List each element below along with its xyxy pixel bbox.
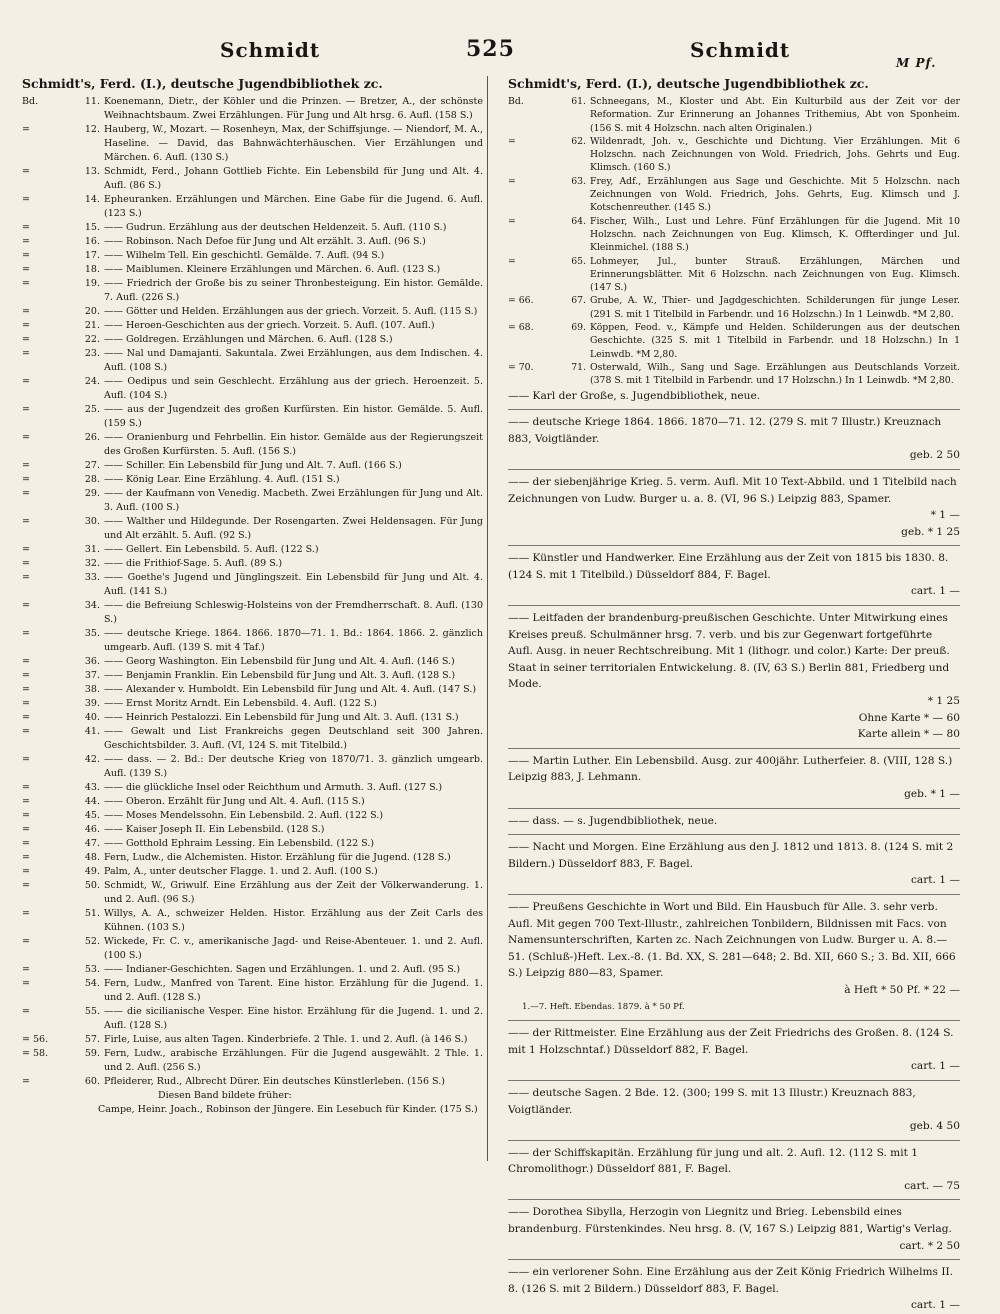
volume-label: = [22,796,30,807]
entry-text: —— Preußens Geschichte in Wort und Bild. Ein Hausbuch für Alle. 3. sehr verb. Aufl. Mit gegen 700 Text-Illustr., zahlreichen Tonbildern, Bildnissen mit Facs. von Namensunterschriften, Karten zc. Nach Zeichnungen von Ludw. Burger u. A. 8.—51. (Schluß-)Heft. Lex.-8. (1. Bd. XX, S. 281—648; 2. Bd. XII, 660 S.; 3. Bd. XII, 666 S.) Leipzig 880—83, Spamer. [508,900,956,980]
volume-entry [22,249,483,263]
entry-text: —— Benjamin Franklin. Ein Lebensbild für Jung und Alt. 3. Aufl. (128 S.) [104,670,456,681]
entry-text: Schneegans, M., Kloster und Abt. Ein Kulturbild aus der Zeit vor der Reformation. Zur Erinnerung an Johannes Trithemius, Abt von Sponheim. (156 S. mit 4 Holzschn. nach alten Originalen.) [590,96,960,134]
volume-label: = [22,334,30,345]
volume-entry [22,963,483,977]
volume-number: 51. [84,908,100,919]
volume-number: 28. [84,474,100,485]
entry-text: —— die sicilianische Vesper. Eine histor. Erzählung für die Jugend. 1. und 2. Aufl. (128 S.) [104,1006,483,1031]
price: * 1 — [930,509,960,522]
volume-entry [508,361,960,388]
entry-text: Willys, A. A., schweizer Helden. Histor. Erzählung aus der Zeit Carls des Kühnen. (103 S.) [104,908,483,933]
volume-label: = [22,222,30,233]
volume-number: 40. [84,712,100,723]
entry-text: —— Goldregen. Erzählungen und Märchen. 6. Aufl. (128 S.) [104,334,393,345]
entry-text: Lohmeyer, Jul., bunter Strauß. Erzählungen, Märchen und Erinnerungsblätter. Mit 6 Holzschn. nach Zeichnungen von Eug. Klimsch. (147 S.) [590,255,960,294]
entry-text: —— Gellert. Ein Lebensbild. 5. Aufl. (122 S.) [104,544,319,555]
entry-text: Firle, Luise, aus alten Tagen. Kinderbriefe. 2 Thle. 1. und 2. Aufl. (à 146 S.) [104,1034,468,1045]
volume-entry [22,305,483,319]
volume-number: 49. [84,866,100,877]
volume-entry [22,543,483,557]
volume-entry [22,655,483,669]
volume-entry [22,697,483,711]
entry-text: —— Wilhelm Tell. Ein geschichtl. Gemälde. 7. Aufl. (94 S.) [104,250,385,261]
catalog-entry [508,1199,960,1254]
running-head-left: Schmidt [220,38,321,62]
volume-number: 42. [84,754,100,765]
entry-text: —— dass. — 2. Bd.: Der deutsche Krieg von 1870/71. 3. gänzlich umgearb. Aufl. (139 S.) [104,754,483,779]
entry-text: —— Götter und Helden. Erzählungen aus der griech. Vorzeit. 5. Aufl. (115 S.) [104,306,478,317]
volume-label: = [22,712,30,723]
entry-text: —— Ernst Moritz Arndt. Ein Lebensbild. 4. Aufl. (122 S.) [104,698,377,709]
volume-number: 67. [571,295,586,307]
volume-entry [22,571,483,599]
price: * 1 25 [927,695,960,708]
entry-text: —— Künstler und Handwerker. Eine Erzählung aus der Zeit von 1815 bis 1830. 8. (124 S. mit 1 Titelbild.) Düsseldorf 884, F. Bagel. [508,552,949,581]
volume-entry [22,669,483,683]
volume-entry [22,319,483,333]
entry-text: —— Oberon. Erzählt für Jung und Alt. 4. Aufl. (115 S.) [104,796,365,807]
left-entry-list [22,95,483,1089]
volume-number: 59. [84,1048,100,1059]
entry-text: —— Georg Washington. Ein Lebensbild für Jung und Alt. 4. Aufl. (146 S.) [104,656,455,667]
volume-number: 69. [571,322,586,334]
left-column-title: Schmidt's, Ferd. (I.), deutsche Jugendbibliothek zc. [22,76,383,91]
volume-number: 64. [571,215,586,227]
volume-entry [22,123,483,165]
volume-number: 21. [84,320,100,331]
volume-label: = [22,670,30,681]
right-item-list [508,388,960,1314]
volume-entry [22,235,483,249]
price: cart. 1 — [910,874,960,887]
volume-number: 16. [84,236,100,247]
volume-number: 71. [571,361,586,373]
price: geb. * 1 25 [901,525,960,538]
volume-label: = [22,572,30,583]
volume-label: = [22,782,30,793]
entry-text: Pfleiderer, Rud., Albrecht Dürer. Ein deutsches Künstlerleben. (156 S.) [104,1076,445,1087]
volume-entry [508,255,960,295]
volume-number: 60. [84,1076,100,1087]
volume-number: 27. [84,460,100,471]
volume-number: 15. [84,222,100,233]
price: geb. * 1 — [904,788,960,800]
volume-entry [508,135,960,175]
currency-note: M Pf. [896,56,937,70]
volume-entry [22,753,483,781]
volume-entry [22,403,483,431]
volume-entry [508,95,960,135]
volume-label: = [508,135,516,147]
entry-text: —— Gewalt und List Frankreichs gegen Deutschland seit 300 Jahren. Geschichtsbilder. 3. Aufl. (VI, 124 S. mit Titelbild.) [104,726,483,751]
entry-text: Frey, Adf., Erzählungen aus Sage und Geschichte. Mit 5 Holzschn. nach Zeichnungen von Wold. Friedrich, Johs. Gehrts, Eug. Klimsch und J. Kotschenreuther. (145 S.) [590,175,960,214]
catalog-entry [508,894,960,1015]
entry-text: —— Gotthold Ephraim Lessing. Ein Lebensbild. (122 S.) [104,838,375,849]
entry-text: —— Gudrun. Erzählung aus der deutschen Heldenzeit. 5. Aufl. (110 S.) [104,222,447,233]
catalog-entry [508,748,960,803]
volume-number: 31. [84,544,100,555]
volume-number: 17. [84,250,100,261]
volume-label: = [22,1076,30,1087]
volume-label: = [22,810,30,821]
volume-entry [22,851,483,865]
catalog-entry [508,605,960,743]
volume-number: 37. [84,670,100,681]
volume-entry [22,865,483,879]
entry-text: Osterwald, Wilh., Sang und Sage. Erzählungen aus Deutschlands Vorzeit. (378 S. mit 1 Titelbild in Farbendr. und 17 Holzschn.) In 1 Leinwdb. *M 2,80. [590,361,960,387]
entry-text: —— König Lear. Eine Erzählung. 4. Aufl. (151 S.) [104,474,340,485]
volume-label: = [22,460,30,471]
volume-label: = [22,936,30,947]
volume-label: = [22,376,30,387]
volume-label: = [22,866,30,877]
volume-number: 25. [84,404,100,415]
volume-entry [22,935,483,963]
entry-text: —— der siebenjährige Krieg. 5. verm. Aufl. Mit 10 Text-Abbild. und 1 Titelbild nach Zeichnungen von Ludw. Burger u. a. 8. (VI, 96 S.) Leipzig 883, Spamer. [508,475,957,505]
volume-number: 20. [84,306,100,317]
volume-label: = [22,684,30,695]
volume-label: = [22,726,30,737]
volume-label: = [22,964,30,975]
sub-note: 1.—7. Heft. Ebendas. 1879. à * 50 Pf. [522,1001,685,1012]
volume-entry [22,683,483,697]
volume-label: = [22,544,30,555]
volume-entry [22,795,483,809]
right-column [508,76,960,1312]
volume-entry [22,1047,483,1075]
volume-entry [22,1033,483,1047]
volume-entry [22,977,483,1005]
volume-entry [22,557,483,571]
volume-entry [22,347,483,375]
catalog-entry [508,545,960,600]
volume-number: 39. [84,698,100,709]
price: geb. 4 50 [909,1120,960,1133]
entry-text: —— Martin Luther. Ein Lebensbild. Ausg. zur 400jähr. Lutherfeier. 8. (VIII, 128 S.) Leipzig 883, J. Lehmann. [508,754,953,784]
entry-text: Palm, A., unter deutscher Flagge. 1. und 2. Aufl. (100 S.) [104,866,378,877]
volume-label: = [22,278,30,289]
volume-entry [22,515,483,543]
volume-entry [22,459,483,473]
volume-number: 45. [84,810,100,821]
volume-number: 36. [84,656,100,667]
volume-number: 13. [84,166,100,177]
entry-text: —— Alexander v. Humboldt. Ein Lebensbild für Jung und Alt. 4. Aufl. (147 S.) [104,684,477,695]
volume-number: 52. [84,936,100,947]
volume-label: = 58. [22,1048,49,1059]
volume-entry [508,321,960,361]
volume-entry [22,165,483,193]
price: geb. 2 50 [909,449,960,462]
former-heading: Diesen Band bildete früher: [158,1090,292,1101]
entry-text: Epheuranken. Erzählungen und Märchen. Eine Gabe für die Jugend. 6. Aufl. (123 S.) [104,194,483,219]
volume-label: = [22,236,30,247]
right-entry-list [508,95,960,388]
volume-label: = [22,166,30,177]
volume-entry [22,1005,483,1033]
right-column-title: Schmidt's, Ferd. (I.), deutsche Jugendbibliothek zc. [508,76,869,91]
entry-text: —— Kaiser Joseph II. Ein Lebensbild. (128 S.) [104,824,325,835]
price: cart. — 75 [904,1179,960,1192]
volume-number: 44. [84,796,100,807]
former-text: Campe, Heinr. Joach., Robinson der Jüngere. Ein Lesebuch für Kinder. (175 S.) [98,1104,478,1115]
entry-text: Schmidt, W., Griwulf. Eine Erzählung aus der Zeit der Völkerwanderung. 1. und 2. Aufl. (96 S.) [104,880,483,905]
volume-entry [508,215,960,255]
entry-text: —— deutsche Kriege 1864. 1866. 1870—71. 12. (279 S. mit 7 Illustr.) Kreuznach 883, Voigtländer. [508,416,942,445]
volume-number: 54. [84,978,100,989]
volume-label: = [22,320,30,331]
entry-text: —— Nal und Damajanti. Sakuntala. Zwei Erzählungen, aus dem Indischen. 4. Aufl. (108 S.) [104,348,483,373]
price: cart. 1 — [910,1060,960,1073]
catalog-entry [508,409,960,464]
volume-label: = [22,124,30,135]
volume-number: 35. [84,628,100,639]
entry-text: Fern, Ludw., arabische Erzählungen. Für die Jugend ausgewählt. 2 Thle. 1. und 2. Aufl. (256 S.) [104,1048,483,1073]
price: Ohne Karte * — 60 [858,711,960,724]
volume-number: 65. [571,255,586,267]
entry-text: —— Karl der Große, s. Jugendbibliothek, neue. [508,389,761,402]
volume-number: 24. [84,376,100,387]
volume-label: = [22,824,30,835]
entry-text: —— ein verlorener Sohn. Eine Erzählung aus der Zeit König Friedrich Wilhelms II. 8. (126 S. mit 2 Bildern.) Düsseldorf 883, F. Bagel. [508,1266,954,1295]
volume-number: 33. [84,572,100,583]
entry-text: —— Oedipus und sein Geschlecht. Erzählung aus der griech. Heroenzeit. 5. Aufl. (104 S.) [104,376,483,401]
volume-label: = [22,306,30,317]
entry-text: Wickede, Fr. C. v., amerikanische Jagd- und Reise-Abenteuer. 1. und 2. Aufl. (100 S.) [104,936,483,961]
volume-label: = [22,250,30,261]
volume-entry [22,473,483,487]
volume-label: = [22,404,30,415]
volume-entry [22,711,483,725]
volume-entry [22,809,483,823]
entry-text: —— Heroen-Geschichten aus der griech. Vorzeit. 5. Aufl. (107. Aufl.) [104,320,435,331]
price: cart. 1 — [910,1299,960,1312]
entry-text: —— Friedrich der Große bis zu seiner Thronbesteigung. Ein histor. Gemälde. 7. Aufl. (226 S.) [104,278,483,303]
entry-text: —— Schiller. Ein Lebensbild für Jung und Alt. 7. Aufl. (166 S.) [104,460,402,471]
entry-text: —— die glückliche Insel oder Reichthum und Armuth. 3. Aufl. (127 S.) [104,782,443,793]
running-head-right: Schmidt [690,38,791,62]
volume-entry [22,221,483,235]
volume-entry [22,95,483,123]
entry-text: —— deutsche Sagen. 2 Bde. 12. (300; 199 S. mit 13 Illustr.) Kreuznach 883, Voigtländer. [508,1086,916,1116]
volume-label: = [22,754,30,765]
catalog-entry [508,808,960,830]
volume-entry [22,487,483,515]
volume-entry [22,263,483,277]
volume-entry [22,907,483,935]
volume-label: = 66. [508,295,534,307]
volume-number: 46. [84,824,100,835]
catalog-entry [508,1080,960,1135]
entry-text: —— die Befreiung Schleswig-Holsteins von der Fremdherrschaft. 8. Aufl. (130 S.) [104,600,483,625]
volume-entry [22,193,483,221]
volume-label: = [22,838,30,849]
volume-number: 22. [84,334,100,345]
volume-entry [22,627,483,655]
volume-entry [22,333,483,347]
volume-entry [508,294,960,321]
volume-number: 63. [571,175,586,187]
volume-number: 12. [84,124,100,135]
volume-label: = [22,432,30,443]
volume-number: 38. [84,684,100,695]
volume-label: = [22,628,30,639]
catalog-entry [508,1020,960,1075]
volume-label: = [22,656,30,667]
volume-number: 48. [84,852,100,863]
left-column [22,76,483,1166]
volume-entry [22,823,483,837]
volume-label: Bd. [22,96,39,107]
volume-number: 18. [84,264,100,275]
volume-label: = [22,852,30,863]
volume-number: 50. [84,880,100,891]
volume-label: = [22,348,30,359]
entry-text: Grube, A. W., Thier- und Jagdgeschichten. Schilderungen für junge Leser. (291 S. mit 1 Titelbild in Farbendr. und 16 Holzschn.) In 1 Leinwdb. *M 2,80. [590,295,960,320]
volume-label: = [22,698,30,709]
volume-number: 26. [84,432,100,443]
volume-label: = [22,600,30,611]
volume-entry [22,837,483,851]
entry-text: —— Goethe's Jugend und Jünglingszeit. Ein Lebensbild für Jung und Alt. 4. Aufl. (141 S.) [104,572,483,597]
volume-number: 29. [84,488,100,499]
entry-text: —— Robinson. Nach Defoe für Jung und Alt erzählt. 3. Aufl. (96 S.) [104,236,426,247]
volume-number: 41. [84,726,100,737]
volume-number: 53. [84,964,100,975]
volume-label: = [22,488,30,499]
page-number: 525 [466,36,515,62]
price: cart. 1 — [910,585,960,598]
entry-text: Hauberg, W., Mozart. — Rosenheyn, Max, der Schiffsjunge. — Niendorf, M. A., Haseline. — David, das Bahnwächterhäuschen. Vier Erzählungen und Märchen. 6. Aufl. (130 S.) [104,124,483,163]
volume-entry [508,175,960,215]
entry-text: —— Indianer-Geschichten. Sagen und Erzählungen. 1. und 2. Aufl. (95 S.) [104,964,461,975]
volume-label: = [508,175,516,187]
volume-number: 55. [84,1006,100,1017]
volume-entry [22,879,483,907]
entry-text: —— der Schiffskapitän. Erzählung für jung und alt. 2. Aufl. 12. (112 S. mit 1 Chromolithogr.) Düsseldorf 881, F. Bagel. [508,1146,918,1176]
volume-number: 19. [84,278,100,289]
volume-label: = 56. [22,1034,49,1045]
volume-number: 47. [84,838,100,849]
volume-entry [22,1075,483,1089]
volume-label: = [22,516,30,527]
catalog-entry [508,1140,960,1195]
volume-label: = [22,908,30,919]
volume-number: 14. [84,194,100,205]
volume-label: = [22,1006,30,1017]
entry-text: —— Maiblumen. Kleinere Erzählungen und Märchen. 6. Aufl. (123 S.) [104,264,441,275]
volume-label: = [22,474,30,485]
entry-text: —— Nacht und Morgen. Eine Erzählung aus den J. 1812 und 1813. 8. (124 S. mit 2 Bildern.) Düsseldorf 883, F. Bagel. [508,841,954,870]
catalog-entry [508,1259,960,1314]
catalog-entry [508,834,960,889]
entry-text: —— Walther und Hildegunde. Der Rosengarten. Zwei Heldensagen. Für Jung und Alt erzählt. 5. Aufl. (92 S.) [104,516,483,541]
volume-label: = 68. [508,322,534,334]
volume-label: Bd. [508,96,524,107]
entry-text: Fern, Ludw., die Alchemisten. Histor. Erzählung für die Jugend. (128 S.) [104,852,451,863]
column-divider [487,76,488,1161]
volume-number: 62. [571,135,586,147]
entry-text: —— Heinrich Pestalozzi. Ein Lebensbild für Jung und Alt. 3. Aufl. (131 S.) [104,712,459,723]
price: Karte allein * — 80 [857,728,960,741]
volume-label: = [22,194,30,205]
volume-entry [22,725,483,753]
entry-text: Schmidt, Ferd., Johann Gottlieb Fichte. Ein Lebensbild für Jung und Alt. 4. Aufl. (86 S.) [104,166,483,191]
volume-number: 32. [84,558,100,569]
volume-entry [22,431,483,459]
entry-text: —— Leitfaden der brandenburg-preußischen Geschichte. Unter Mitwirkung eines Kreises preuß. Schulmänner hrsg. 7. verb. und bis zur Gegenwart fortgeführte Aufl. Ausg. in neuer Rechtschreibung. Mit 1 (lithogr. und color.) Karte: Der preuß. Staat in seiner territorialen Entwickelung. 8. (IV, 63 S.) Berlin 881, Friedberg und Mode. [508,612,950,691]
entry-text: Koenemann, Dietr., der Köhler und die Prinzen. — Bretzer, A., der schönste Weihnachtsbaum. Zwei Erzählungen. Für Jung und Alt hrsg. 6. Aufl. (158 S.) [104,96,483,121]
volume-number: 43. [84,782,100,793]
entry-text: Fern, Ludw., Manfred von Tarent. Eine histor. Erzählung für die Jugend. 1. und 2. Aufl. (128 S.) [104,978,483,1003]
volume-number: 34. [84,600,100,611]
catalog-entry [508,469,960,540]
volume-label: = 70. [508,361,534,373]
entry-text: —— Oranienburg und Fehrbellin. Ein histor. Gemälde aus der Regierungszeit des Großen Kurfürsten. 5. Aufl. (156 S.) [104,432,483,457]
entry-text: Köppen, Feod. v., Kämpfe und Helden. Schilderungen aus der deutschen Geschichte. (325 S. mit 1 Titelbild in Farbendr. und 18 Holzschn.) In 1 Leinwdb. *M 2,80. [590,322,960,360]
volume-entry [22,599,483,627]
volume-entry [22,781,483,795]
volume-number: 61. [571,96,586,107]
volume-label: = [22,880,30,891]
entry-text: —— der Rittmeister. Eine Erzählung aus der Zeit Friedrichs des Großen. 8. (124 S. mit 1 Holzschntaf.) Düsseldorf 882, F. Bagel. [508,1027,954,1056]
volume-label: = [22,558,30,569]
price: à Heft * 50 Pf. * 22 — [844,983,960,996]
volume-label: = [22,978,30,989]
entry-text: Wildenradt, Joh. v., Geschichte und Dichtung. Vier Erzählungen. Mit 6 Holzschn. nach Zeichnungen von Wold. Friedrich, Johs. Gehrts und Eug. Klimsch. (160 S.) [590,135,960,174]
volume-label: = [508,215,516,227]
entry-text: —— der Kaufmann von Venedig. Macbeth. Zwei Erzählungen für Jung und Alt. 3. Aufl. (100 S.) [104,488,483,513]
entry-text: —— deutsche Kriege. 1864. 1866. 1870—71. 1. Bd.: 1864. 1866. 2. gänzlich umgearb. Aufl. (139 S. mit 4 Taf.) [104,628,483,653]
volume-number: 30. [84,516,100,527]
volume-number: 23. [84,348,100,359]
volume-number: 57. [84,1034,100,1045]
volume-entry [22,375,483,403]
volume-label: = [508,255,516,267]
catalog-entry [508,388,960,405]
entry-text: —— die Frithiof-Sage. 5. Aufl. (89 S.) [104,558,283,569]
price: cart. * 2 50 [899,1239,960,1252]
volume-entry [22,277,483,305]
entry-text: —— dass. — s. Jugendbibliothek, neue. [508,814,718,827]
entry-text: —— Moses Mendelssohn. Ein Lebensbild. 2. Aufl. (122 S.) [104,810,384,821]
volume-label: = [22,264,30,275]
entry-text: Fischer, Wilh., Lust und Lehre. Fünf Erzählungen für die Jugend. Mit 10 Holzschn. nach Zeichnungen von Eug. Klimsch, K. Offterdinger und Jul. Kleinmichel. (188 S.) [590,215,960,254]
entry-text: —— aus der Jugendzeit des großen Kurfürsten. Ein histor. Gemälde. 5. Aufl. (159 S.) [104,404,483,429]
volume-number: 11. [84,96,100,107]
entry-text: —— Dorothea Sibylla, Herzogin von Liegnitz und Brieg. Lebensbild eines brandenburg. Fürstenkindes. Neu hrsg. 8. (V, 167 S.) Leipzig 881, Wartig's Verlag. [508,1206,952,1236]
